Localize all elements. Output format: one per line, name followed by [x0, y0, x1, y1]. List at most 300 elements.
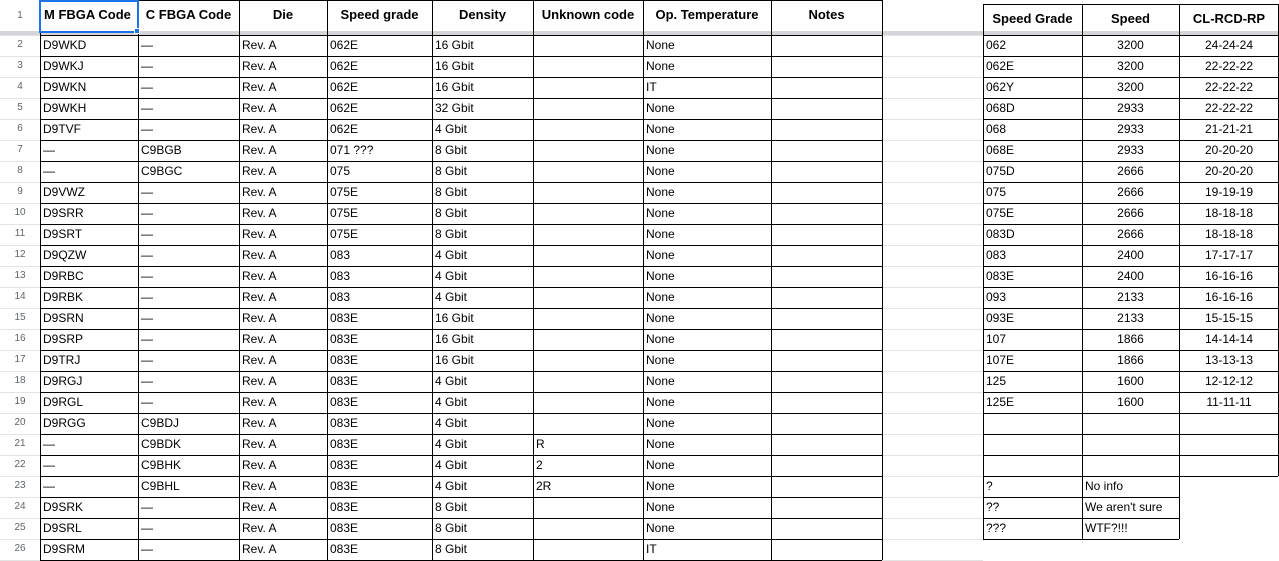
cell-right-speed-grade[interactable] — [983, 434, 1082, 455]
cell-unknown-code[interactable] — [533, 518, 643, 539]
row-number[interactable]: 21 — [0, 434, 40, 455]
cell-c-fbga-code[interactable]: C9BGC — [141, 164, 183, 178]
cell-right-speed-grade[interactable]: ? — [986, 479, 993, 493]
cell-notes[interactable] — [771, 203, 882, 224]
cell-op-temperature[interactable]: None — [646, 122, 675, 136]
row-number[interactable]: 14 — [0, 287, 40, 308]
row-number[interactable]: 22 — [0, 455, 40, 476]
row-number[interactable]: 25 — [0, 518, 40, 539]
cell-density[interactable]: 16 Gbit — [435, 311, 474, 325]
cell-right-speed[interactable]: 2933 — [1117, 143, 1144, 157]
row-number[interactable]: 16 — [0, 329, 40, 350]
cell-die[interactable]: Rev. A — [242, 143, 277, 157]
cell-op-temperature[interactable]: None — [646, 332, 675, 346]
row-number[interactable]: 5 — [0, 98, 40, 119]
cell-speed-grade[interactable]: 083E — [330, 395, 359, 409]
cell-right-cl-rcd-rp[interactable]: 17-17-17 — [1204, 248, 1254, 262]
cell-density[interactable]: 8 Gbit — [435, 521, 468, 535]
cell-op-temperature[interactable]: None — [646, 143, 675, 157]
cell-die[interactable]: Rev. A — [242, 353, 277, 367]
cell-speed-grade[interactable]: 083 — [330, 269, 351, 283]
cell-m-fbga-code[interactable]: — — [43, 437, 55, 451]
cell-unknown-code[interactable]: 2R — [536, 479, 552, 493]
cell-right-speed-grade[interactable]: 068 — [986, 122, 1007, 136]
cell-right-speed-grade[interactable]: 075D — [986, 164, 1015, 178]
cell-right-speed[interactable]: 2666 — [1117, 164, 1144, 178]
cell-notes[interactable] — [771, 98, 882, 119]
row-number[interactable]: 7 — [0, 140, 40, 161]
cell-die[interactable]: Rev. A — [242, 311, 277, 325]
cell-right-speed[interactable]: WTF?!!! — [1085, 521, 1128, 535]
cell-notes[interactable] — [771, 56, 882, 77]
cell-m-fbga-code[interactable]: D9TRJ — [43, 353, 81, 367]
cell-die[interactable]: Rev. A — [242, 206, 277, 220]
cell-speed-grade[interactable]: 083E — [330, 416, 359, 430]
cell-density[interactable]: 4 Gbit — [435, 437, 468, 451]
cell-right-cl-rcd-rp[interactable]: 18-18-18 — [1204, 227, 1254, 241]
cell-right-cl-rcd-rp[interactable]: 21-21-21 — [1204, 122, 1254, 136]
cell-right-speed-grade[interactable]: 075E — [986, 206, 1015, 220]
cell-m-fbga-code[interactable]: D9SRM — [43, 542, 86, 556]
cell-right-speed-grade[interactable]: 068E — [986, 143, 1015, 157]
cell-op-temperature[interactable]: IT — [646, 80, 657, 94]
cell-c-fbga-code[interactable]: — — [141, 332, 153, 346]
cell-op-temperature[interactable]: None — [646, 521, 675, 535]
cell-density[interactable]: 16 Gbit — [435, 38, 474, 52]
cell-speed-grade[interactable]: 083E — [330, 458, 359, 472]
cell-die[interactable]: Rev. A — [242, 542, 277, 556]
cell-c-fbga-code[interactable]: — — [141, 395, 153, 409]
cell-right-speed-grade[interactable] — [983, 539, 1082, 560]
cell-speed-grade[interactable]: 062E — [330, 101, 359, 115]
cell-op-temperature[interactable]: None — [646, 206, 675, 220]
cell-density[interactable]: 4 Gbit — [435, 458, 468, 472]
cell-right-cl-rcd-rp[interactable]: 15-15-15 — [1204, 311, 1254, 325]
cell-right-speed-grade[interactable]: 068D — [986, 101, 1015, 115]
cell-notes[interactable] — [771, 224, 882, 245]
cell-unknown-code[interactable] — [533, 497, 643, 518]
cell-m-fbga-code[interactable]: D9SRL — [43, 521, 82, 535]
cell-die[interactable]: Rev. A — [242, 395, 277, 409]
cell-speed-grade[interactable]: 083E — [330, 479, 359, 493]
header-right-cl-rcd-rp[interactable]: CL-RCD-RP — [1192, 11, 1266, 26]
cell-right-speed-grade[interactable]: 093E — [986, 311, 1015, 325]
cell-right-speed[interactable]: 2933 — [1117, 101, 1144, 115]
row-number[interactable]: 1 — [0, 0, 40, 31]
cell-notes[interactable] — [771, 455, 882, 476]
row-number[interactable]: 15 — [0, 308, 40, 329]
cell-op-temperature[interactable]: None — [646, 227, 675, 241]
row-number[interactable]: 2 — [0, 35, 40, 56]
cell-m-fbga-code[interactable]: — — [43, 458, 55, 472]
cell-op-temperature[interactable]: None — [646, 101, 675, 115]
cell-right-speed[interactable]: We aren't sure — [1085, 500, 1163, 514]
cell-notes[interactable] — [771, 476, 882, 497]
cell-die[interactable]: Rev. A — [242, 332, 277, 346]
cell-c-fbga-code[interactable]: — — [141, 227, 153, 241]
cell-density[interactable]: 4 Gbit — [435, 479, 468, 493]
cell-density[interactable]: 4 Gbit — [435, 290, 468, 304]
cell-right-speed-grade[interactable]: 075 — [986, 185, 1007, 199]
cell-right-speed[interactable]: 2133 — [1117, 311, 1144, 325]
cell-m-fbga-code[interactable]: D9SRK — [43, 500, 84, 514]
cell-density[interactable]: 4 Gbit — [435, 269, 468, 283]
cell-density[interactable]: 4 Gbit — [435, 374, 468, 388]
cell-die[interactable]: Rev. A — [242, 248, 277, 262]
cell-right-cl-rcd-rp[interactable]: 22-22-22 — [1204, 101, 1254, 115]
cell-c-fbga-code[interactable]: — — [141, 311, 153, 325]
cell-notes[interactable] — [771, 35, 882, 56]
cell-m-fbga-code[interactable]: D9SRR — [43, 206, 84, 220]
cell-unknown-code[interactable] — [533, 140, 643, 161]
cell-right-speed[interactable]: 1866 — [1117, 332, 1144, 346]
cell-right-speed[interactable]: 2666 — [1117, 227, 1144, 241]
cell-op-temperature[interactable]: None — [646, 290, 675, 304]
row-number[interactable]: 26 — [0, 539, 40, 560]
cell-right-speed-grade[interactable]: ?? — [986, 500, 1000, 514]
cell-unknown-code[interactable] — [533, 413, 643, 434]
cell-density[interactable]: 8 Gbit — [435, 227, 468, 241]
cell-right-speed[interactable]: 3200 — [1117, 59, 1144, 73]
cell-m-fbga-code[interactable]: D9RGG — [43, 416, 86, 430]
cell-right-speed-grade[interactable]: 062Y — [986, 80, 1015, 94]
cell-notes[interactable] — [771, 350, 882, 371]
cell-unknown-code[interactable] — [533, 329, 643, 350]
cell-unknown-code[interactable] — [533, 287, 643, 308]
header-right-speed-grade[interactable]: Speed Grade — [992, 11, 1073, 26]
cell-die[interactable]: Rev. A — [242, 227, 277, 241]
cell-speed-grade[interactable]: 083E — [330, 500, 359, 514]
cell-right-speed[interactable]: 2933 — [1117, 122, 1144, 136]
selection-fill-handle[interactable] — [134, 28, 140, 34]
cell-op-temperature[interactable]: None — [646, 353, 675, 367]
cell-right-speed-grade[interactable]: 107E — [986, 353, 1015, 367]
cell-density[interactable]: 8 Gbit — [435, 500, 468, 514]
cell-die[interactable]: Rev. A — [242, 80, 277, 94]
cell-speed-grade[interactable]: 083E — [330, 374, 359, 388]
cell-right-speed[interactable]: 3200 — [1117, 80, 1144, 94]
cell-notes[interactable] — [771, 518, 882, 539]
cell-unknown-code[interactable] — [533, 98, 643, 119]
cell-right-speed[interactable] — [1082, 413, 1179, 434]
cell-op-temperature[interactable]: IT — [646, 542, 657, 556]
cell-density[interactable]: 16 Gbit — [435, 332, 474, 346]
cell-c-fbga-code[interactable]: — — [141, 248, 153, 262]
row-number[interactable]: 8 — [0, 161, 40, 182]
row-number[interactable]: 20 — [0, 413, 40, 434]
cell-die[interactable]: Rev. A — [242, 521, 277, 535]
cell-right-cl-rcd-rp[interactable]: 11-11-11 — [1206, 395, 1252, 409]
cell-speed-grade[interactable]: 062E — [330, 38, 359, 52]
cell-op-temperature[interactable]: None — [646, 311, 675, 325]
cell-unknown-code[interactable]: R — [536, 437, 545, 451]
cell-c-fbga-code[interactable]: — — [141, 521, 153, 535]
cell-op-temperature[interactable]: None — [646, 374, 675, 388]
cell-speed-grade[interactable]: 083 — [330, 290, 351, 304]
cell-c-fbga-code[interactable]: C9BDJ — [141, 416, 180, 430]
cell-op-temperature[interactable]: None — [646, 164, 675, 178]
cell-right-cl-rcd-rp[interactable]: 22-22-22 — [1204, 59, 1254, 73]
row-number[interactable]: 6 — [0, 119, 40, 140]
cell-right-speed-grade[interactable]: 125E — [986, 395, 1015, 409]
cell-c-fbga-code[interactable]: — — [141, 59, 153, 73]
row-number[interactable]: 4 — [0, 77, 40, 98]
header-m-fbga-code[interactable]: M FBGA Code — [44, 7, 131, 22]
cell-right-speed-grade[interactable]: ??? — [986, 521, 1007, 535]
cell-m-fbga-code[interactable]: D9VWZ — [43, 185, 85, 199]
cell-right-cl-rcd-rp[interactable]: 14-14-14 — [1204, 332, 1254, 346]
cell-m-fbga-code[interactable]: D9WKN — [43, 80, 87, 94]
cell-right-cl-rcd-rp[interactable] — [1179, 476, 1279, 497]
cell-right-speed[interactable]: 3200 — [1117, 38, 1144, 52]
row-number[interactable]: 13 — [0, 266, 40, 287]
cell-unknown-code[interactable] — [533, 371, 643, 392]
cell-speed-grade[interactable]: 083E — [330, 521, 359, 535]
cell-density[interactable]: 4 Gbit — [435, 248, 468, 262]
header-op-temperature[interactable]: Op. Temperature — [655, 7, 759, 22]
cell-right-speed-grade[interactable]: 125 — [986, 374, 1007, 388]
row-number[interactable]: 23 — [0, 476, 40, 497]
cell-m-fbga-code[interactable]: D9SRP — [43, 332, 84, 346]
cell-right-speed[interactable]: 1600 — [1117, 374, 1144, 388]
selected-cell-a1[interactable] — [39, 0, 139, 33]
cell-c-fbga-code[interactable]: — — [141, 290, 153, 304]
cell-unknown-code[interactable] — [533, 77, 643, 98]
cell-c-fbga-code[interactable]: C9BGB — [141, 143, 182, 157]
cell-density[interactable]: 8 Gbit — [435, 206, 468, 220]
cell-right-speed[interactable] — [1082, 434, 1179, 455]
row-number[interactable]: 12 — [0, 245, 40, 266]
cell-density[interactable]: 4 Gbit — [435, 395, 468, 409]
cell-die[interactable]: Rev. A — [242, 164, 277, 178]
cell-notes[interactable] — [771, 119, 882, 140]
cell-op-temperature[interactable]: None — [646, 38, 675, 52]
cell-op-temperature[interactable]: None — [646, 185, 675, 199]
cell-op-temperature[interactable]: None — [646, 59, 675, 73]
cell-right-cl-rcd-rp[interactable] — [1179, 518, 1279, 539]
cell-die[interactable]: Rev. A — [242, 122, 277, 136]
cell-unknown-code[interactable] — [533, 203, 643, 224]
cell-density[interactable]: 16 Gbit — [435, 59, 474, 73]
cell-m-fbga-code[interactable]: — — [43, 143, 55, 157]
cell-notes[interactable] — [771, 140, 882, 161]
cell-die[interactable]: Rev. A — [242, 59, 277, 73]
header-right-speed[interactable]: Speed — [1110, 11, 1150, 26]
row-number[interactable]: 3 — [0, 56, 40, 77]
cell-c-fbga-code[interactable]: C9BHK — [141, 458, 182, 472]
cell-right-speed-grade[interactable] — [983, 455, 1082, 476]
cell-unknown-code[interactable] — [533, 35, 643, 56]
cell-unknown-code[interactable] — [533, 308, 643, 329]
cell-op-temperature[interactable]: None — [646, 248, 675, 262]
cell-speed-grade[interactable]: 075E — [330, 227, 359, 241]
cell-right-speed-grade[interactable]: 083 — [986, 248, 1007, 262]
cell-m-fbga-code[interactable]: — — [43, 479, 55, 493]
cell-die[interactable]: Rev. A — [242, 458, 277, 472]
cell-m-fbga-code[interactable]: D9SRT — [43, 227, 83, 241]
cell-op-temperature[interactable]: None — [646, 416, 675, 430]
cell-m-fbga-code[interactable]: — — [43, 164, 55, 178]
cell-notes[interactable] — [771, 77, 882, 98]
cell-die[interactable]: Rev. A — [242, 479, 277, 493]
cell-notes[interactable] — [771, 308, 882, 329]
cell-die[interactable]: Rev. A — [242, 416, 277, 430]
cell-c-fbga-code[interactable]: — — [141, 500, 153, 514]
cell-notes[interactable] — [771, 413, 882, 434]
header-density[interactable]: Density — [459, 7, 506, 22]
cell-right-speed[interactable]: 1600 — [1117, 395, 1144, 409]
cell-right-cl-rcd-rp[interactable]: 18-18-18 — [1204, 206, 1254, 220]
cell-right-speed[interactable]: 2666 — [1117, 206, 1144, 220]
cell-right-cl-rcd-rp[interactable]: 22-22-22 — [1204, 80, 1254, 94]
cell-op-temperature[interactable]: None — [646, 395, 675, 409]
cell-speed-grade[interactable]: 083E — [330, 542, 359, 556]
cell-c-fbga-code[interactable]: — — [141, 38, 153, 52]
cell-m-fbga-code[interactable]: D9WKD — [43, 38, 87, 52]
cell-m-fbga-code[interactable]: D9SRN — [43, 311, 84, 325]
cell-die[interactable]: Rev. A — [242, 500, 277, 514]
cell-speed-grade[interactable]: 062E — [330, 80, 359, 94]
cell-speed-grade[interactable]: 075E — [330, 206, 359, 220]
cell-m-fbga-code[interactable]: D9RBC — [43, 269, 84, 283]
cell-notes[interactable] — [771, 497, 882, 518]
cell-unknown-code[interactable] — [533, 182, 643, 203]
cell-op-temperature[interactable]: None — [646, 458, 675, 472]
cell-die[interactable]: Rev. A — [242, 374, 277, 388]
cell-die[interactable]: Rev. A — [242, 290, 277, 304]
cell-c-fbga-code[interactable]: — — [141, 374, 153, 388]
cell-right-cl-rcd-rp[interactable]: 20-20-20 — [1204, 164, 1254, 178]
cell-density[interactable]: 16 Gbit — [435, 80, 474, 94]
cell-right-cl-rcd-rp[interactable]: 16-16-16 — [1204, 269, 1254, 283]
cell-right-speed[interactable]: 1866 — [1117, 353, 1144, 367]
cell-speed-grade[interactable]: 062E — [330, 122, 359, 136]
cell-op-temperature[interactable]: None — [646, 437, 675, 451]
cell-right-speed-grade[interactable]: 062E — [986, 59, 1015, 73]
cell-unknown-code[interactable] — [533, 350, 643, 371]
cell-notes[interactable] — [771, 539, 882, 560]
cell-right-speed[interactable] — [1082, 539, 1179, 560]
cell-speed-grade[interactable]: 075 — [330, 164, 351, 178]
cell-notes[interactable] — [771, 392, 882, 413]
cell-speed-grade[interactable]: 083E — [330, 353, 359, 367]
cell-c-fbga-code[interactable]: — — [141, 122, 153, 136]
cell-c-fbga-code[interactable]: — — [141, 80, 153, 94]
cell-c-fbga-code[interactable]: C9BHL — [141, 479, 180, 493]
cell-notes[interactable] — [771, 161, 882, 182]
row-number[interactable]: 9 — [0, 182, 40, 203]
cell-right-speed[interactable]: 2133 — [1117, 290, 1144, 304]
cell-c-fbga-code[interactable]: C9BDK — [141, 437, 182, 451]
cell-m-fbga-code[interactable]: D9RBK — [43, 290, 84, 304]
cell-die[interactable]: Rev. A — [242, 38, 277, 52]
cell-density[interactable]: 8 Gbit — [435, 143, 468, 157]
row-number[interactable]: 17 — [0, 350, 40, 371]
cell-notes[interactable] — [771, 434, 882, 455]
cell-c-fbga-code[interactable]: — — [141, 269, 153, 283]
cell-c-fbga-code[interactable]: — — [141, 542, 153, 556]
cell-m-fbga-code[interactable]: D9QZW — [43, 248, 87, 262]
cell-m-fbga-code[interactable]: D9WKJ — [43, 59, 84, 73]
cell-right-cl-rcd-rp[interactable]: 19-19-19 — [1204, 185, 1254, 199]
cell-right-speed[interactable]: 2400 — [1117, 269, 1144, 283]
header-unknown-code[interactable]: Unknown code — [541, 7, 635, 22]
cell-unknown-code[interactable] — [533, 539, 643, 560]
cell-density[interactable]: 8 Gbit — [435, 185, 468, 199]
cell-right-cl-rcd-rp[interactable] — [1179, 455, 1279, 476]
cell-op-temperature[interactable]: None — [646, 479, 675, 493]
cell-right-speed[interactable]: 2400 — [1117, 248, 1144, 262]
cell-unknown-code[interactable] — [533, 392, 643, 413]
cell-right-speed-grade[interactable]: 083D — [986, 227, 1015, 241]
cell-right-cl-rcd-rp[interactable] — [1179, 434, 1279, 455]
cell-die[interactable]: Rev. A — [242, 437, 277, 451]
header-speed-grade[interactable]: Speed grade — [340, 7, 419, 22]
cell-notes[interactable] — [771, 182, 882, 203]
cell-right-cl-rcd-rp[interactable] — [1179, 413, 1279, 434]
cell-unknown-code[interactable] — [533, 56, 643, 77]
cell-right-speed-grade[interactable]: 062 — [986, 38, 1007, 52]
cell-right-speed[interactable] — [1082, 455, 1179, 476]
cell-unknown-code[interactable] — [533, 245, 643, 266]
cell-op-temperature[interactable]: None — [646, 500, 675, 514]
cell-density[interactable]: 8 Gbit — [435, 164, 468, 178]
row-number[interactable]: 19 — [0, 392, 40, 413]
cell-right-cl-rcd-rp[interactable]: 24-24-24 — [1204, 38, 1254, 52]
cell-speed-grade[interactable]: 083E — [330, 437, 359, 451]
row-number[interactable]: 11 — [0, 224, 40, 245]
cell-right-cl-rcd-rp[interactable]: 12-12-12 — [1204, 374, 1254, 388]
cell-m-fbga-code[interactable]: D9TVF — [43, 122, 82, 136]
cell-speed-grade[interactable]: 083 — [330, 248, 351, 262]
cell-density[interactable]: 8 Gbit — [435, 542, 468, 556]
header-notes[interactable]: Notes — [808, 7, 845, 22]
cell-unknown-code[interactable] — [533, 266, 643, 287]
cell-unknown-code[interactable] — [533, 161, 643, 182]
row-number[interactable]: 18 — [0, 371, 40, 392]
cell-die[interactable]: Rev. A — [242, 269, 277, 283]
cell-unknown-code[interactable] — [533, 224, 643, 245]
header-die[interactable]: Die — [272, 7, 294, 22]
cell-speed-grade[interactable]: 062E — [330, 59, 359, 73]
cell-density[interactable]: 4 Gbit — [435, 416, 468, 430]
cell-speed-grade[interactable]: 083E — [330, 311, 359, 325]
cell-right-speed-grade[interactable]: 093 — [986, 290, 1007, 304]
cell-die[interactable]: Rev. A — [242, 185, 277, 199]
cell-notes[interactable] — [771, 266, 882, 287]
cell-speed-grade[interactable]: 071 ??? — [330, 143, 374, 157]
cell-right-speed-grade[interactable]: 107 — [986, 332, 1007, 346]
row-number[interactable]: 10 — [0, 203, 40, 224]
cell-m-fbga-code[interactable]: D9RGJ — [43, 374, 83, 388]
cell-notes[interactable] — [771, 245, 882, 266]
cell-right-speed[interactable]: 2666 — [1117, 185, 1144, 199]
cell-die[interactable]: Rev. A — [242, 101, 277, 115]
cell-m-fbga-code[interactable]: D9WKH — [43, 101, 87, 115]
cell-right-cl-rcd-rp[interactable]: 13-13-13 — [1204, 353, 1254, 367]
cell-speed-grade[interactable]: 075E — [330, 185, 359, 199]
row-number[interactable]: 24 — [0, 497, 40, 518]
cell-unknown-code[interactable]: 2 — [536, 458, 543, 472]
cell-c-fbga-code[interactable]: — — [141, 101, 153, 115]
cell-density[interactable]: 16 Gbit — [435, 353, 474, 367]
cell-notes[interactable] — [771, 329, 882, 350]
cell-density[interactable]: 32 Gbit — [435, 101, 474, 115]
cell-op-temperature[interactable]: None — [646, 269, 675, 283]
cell-notes[interactable] — [771, 371, 882, 392]
cell-notes[interactable] — [771, 287, 882, 308]
header-c-fbga-code[interactable]: C FBGA Code — [145, 7, 232, 22]
